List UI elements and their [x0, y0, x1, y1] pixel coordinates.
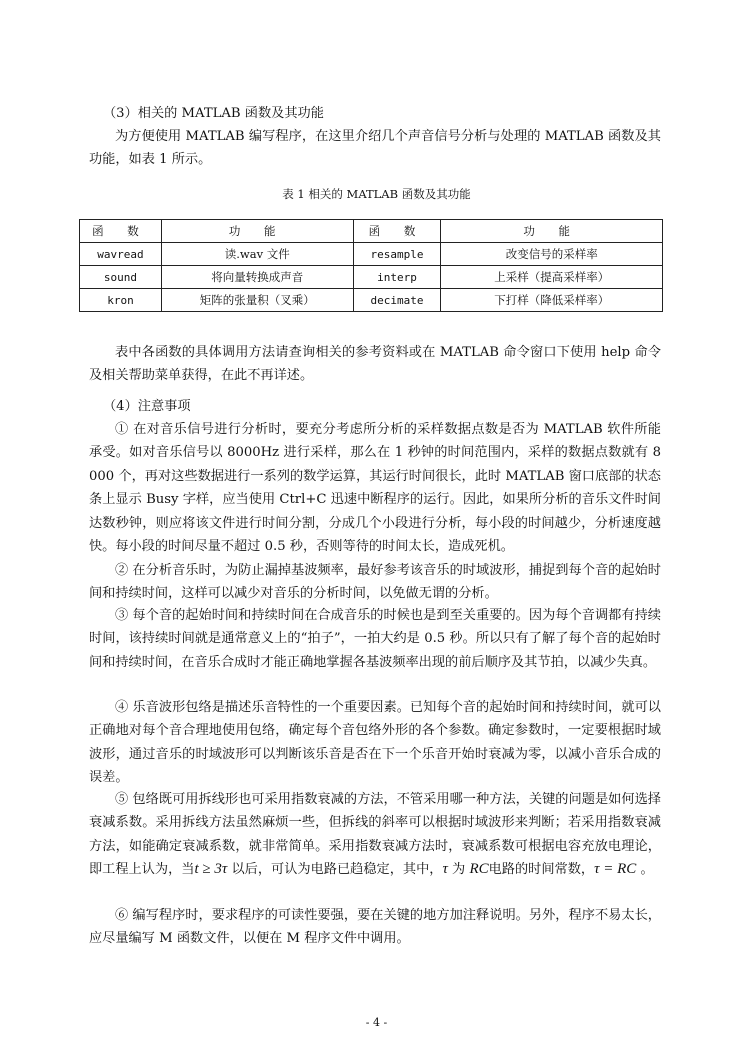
tau-equals-rc-formula: τ = RC	[594, 861, 637, 878]
table-cell: wavread	[80, 243, 162, 266]
function-table	[79, 219, 663, 312]
table-cell: 下打样（降低采样率）	[441, 289, 663, 312]
note-item-5-text: ⑤ 包络既可用拆线形也可采用指数衰减的方法，不管采用哪一种方法，关键的问题是如何选择衰减系数。采用拆线方法虽然麻烦一些，但拆线的斜率可以根据时域波形来判断；若采用指数衰减方法，如能确定衰减系数，就非常简单。采用指数衰减方法时，衰减系数可根据电容充放电理论，即工程上认为，当	[89, 792, 661, 878]
table-cell: sound	[80, 266, 162, 289]
note-item-6: ⑥ 编写程序时，要求程序的可读性要强，要在关键的地方加注释说明。另外，程序不易太长，应尽量编写 M 函数文件，以便在 M 程序文件中调用。	[89, 908, 661, 947]
section-3-intro: 为方便使用 MATLAB 编写程序，在这里介绍几个声音信号分析与处理的 MATLAB 函数及其功能，如表 1 所示。	[89, 129, 661, 168]
note-item-2: ② 在分析音乐时，为防止漏掉基波频率，最好参考该音乐的时域波形，捕捉到每个音的起始时间和持续时间，这样可以减少对音乐的分析时间，以免做无谓的分析。	[89, 563, 661, 602]
page-number: - 4 -	[365, 1016, 388, 1029]
table-row	[80, 243, 663, 266]
table-header-cell: 函 数	[80, 220, 162, 243]
section-4-heading: （4）注意事项	[103, 399, 191, 414]
table-cell: interp	[353, 266, 441, 289]
note-item-1: ① 在对音乐信号进行分析时，要充分考虑所分析的采样数据点数是否为 MATLAB 软件所能承受。如对音乐信号以 8000Hz 进行采样，那么在 1 秒钟的时间范围内，采样的数据点数就有 8000 个，再对这些数据进行一系列的数学运算，其运行时间很长，此时 MATLAB 窗口底部的状态条上显示 Busy 字样，应当使用 Ctrl+C 迅速中断程序的运行。因此，如果所分析的音乐文件时间达数秒钟，则应将该文件进行时间分割，分成几个小段进行分析，每小段的时间越少，分析速度越快。每小段的时间尽量不超过 0.5 秒，否则等待的时间太长，造成死机。	[89, 422, 661, 555]
table-row	[80, 289, 663, 312]
table-header-cell: 函 数	[353, 220, 441, 243]
note-item-3: ③ 每个音的起始时间和持续时间在合成音乐的时候也是到至关重要的。因为每个音调都有持续时间，该持续时间就是通常意义上的“拍子”，一拍大约是 0.5 秒。所以只有了解了每个音的起始时间和持续时间，在音乐合成时才能正确地掌握各基波频率出现的前后顺序及其节拍，以减少失真。	[89, 608, 661, 670]
after-table-paragraph: 表中各函数的具体调用方法请查询相关的参考资料或在 MATLAB 命令窗口下使用 help 命令及相关帮助菜单获得，在此不再详述。	[89, 345, 661, 384]
section-3-heading: （3）相关的 MATLAB 函数及其功能	[103, 106, 324, 121]
table-header-row	[80, 220, 663, 243]
note-item-5	[89, 788, 661, 882]
table-cell: resample	[353, 243, 441, 266]
table-cell: 改变信号的采样率	[441, 243, 663, 266]
table-header-cell: 功 能	[161, 220, 353, 243]
table-row	[80, 266, 663, 289]
table-cell: kron	[80, 289, 162, 312]
rc-symbol: RC	[469, 861, 489, 878]
tau-symbol: τ	[442, 861, 448, 878]
table-cell: 上采样（提高采样率）	[441, 266, 663, 289]
table-caption: 表 1 相关的 MATLAB 函数及其功能	[282, 187, 471, 201]
table-header-cell: 功 能	[441, 220, 663, 243]
table-cell: decimate	[353, 289, 441, 312]
note-item-4: ④ 乐音波形包络是描述乐音特性的一个重要因素。已知每个音的起始时间和持续时间，就可以正确地对每个音合理地使用包络，确定每个音包络外形的各个参数。确定参数时，一定要根据时域波形，通过音乐的时域波形可以判断该乐音是否在下一个乐音开始时衰减为零，以减小音乐合成的误差。	[89, 700, 661, 786]
note-item-5-end: 。	[636, 862, 654, 878]
table-cell: 读.wav 文件	[161, 243, 353, 266]
note-item-5-tail: 电路的时间常数，	[488, 862, 595, 878]
inequality-formula: t ≥ 3τ	[194, 861, 228, 878]
table-cell: 将向量转换成声音	[161, 266, 353, 289]
table-cell: 矩阵的张量积（叉乘）	[161, 289, 353, 312]
note-item-5-mid: 以后，可认为电路已趋稳定，其中，	[227, 862, 443, 878]
note-item-5-wei: 为	[447, 862, 470, 878]
